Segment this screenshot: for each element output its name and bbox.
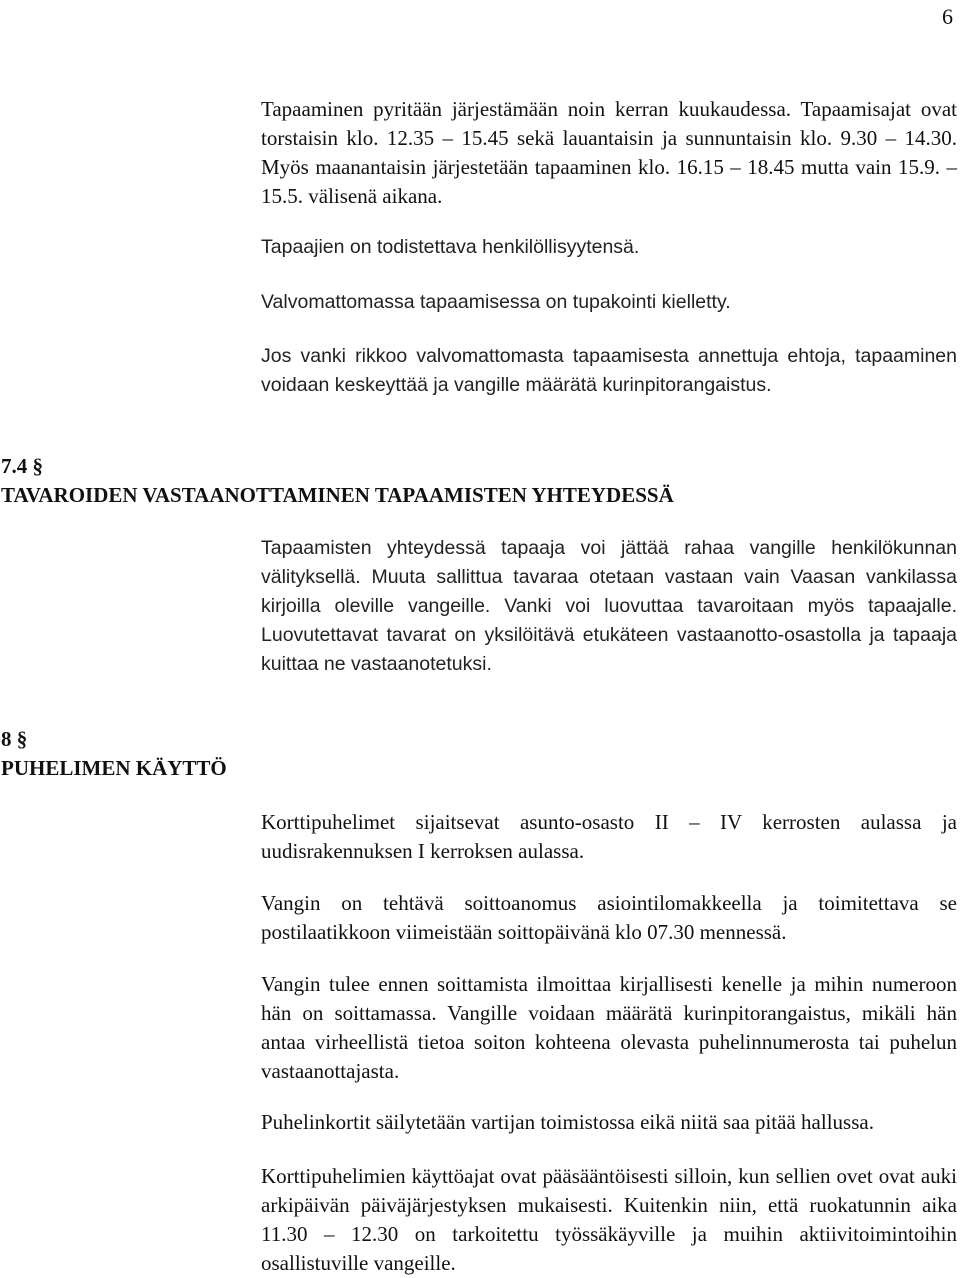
section-8-paragraph-phone-locations: Korttipuhelimet sijaitsevat asunto-osasto II – IV kerrosten aulassa ja uudisrakennuksen I kerroksen aulassa.	[261, 810, 957, 863]
section-7-4-paragraph: Tapaamisten yhteydessä tapaaja voi jättää rahaa vangille henkilökunnan välityksellä. Muuta sallittua tavaraa otetaan vastaan vain Vaasan vankilassa kirjoilla oleville vangeille. Vanki voi luovuttaa tavaroitaan myös tapaajalle. Luovutettavat tavarat on yksilöitävä etukäteen vastaanotto-osastolla ja tapaaja kuittaa ne vastaanotetuksi.	[261, 537, 957, 675]
page-number: 6	[942, 4, 953, 29]
section-7-4-title: TAVAROIDEN VASTAANOTTAMINEN TAPAAMISTEN YHTEYDESSÄ	[1, 483, 674, 507]
section-8-title: PUHELIMEN KÄYTTÖ	[1, 756, 227, 780]
intro-paragraph-identity: Tapaajien on todistettava henkilöllisyytensä.	[261, 236, 640, 258]
intro-paragraph-meeting-times: Tapaaminen pyritään järjestämään noin kerran kuukaudessa. Tapaamisajat ovat torstaisin klo. 12.35 – 15.45 sekä lauantaisin ja sunnuntaisin klo. 9.30 – 14.30. Myös maanantaisin järjestetään tapaaminen klo. 16.15 – 18.45 mutta vain 15.9. – 15.5. välisenä aikana.	[261, 97, 957, 208]
section-8-paragraph-call-request: Vangin on tehtävä soittoanomus asiointilomakkeella ja toimitettava se postilaatikkoon viimeistään soittopäivänä klo 07.30 mennessä.	[261, 891, 957, 944]
section-8-heading	[1, 725, 227, 783]
intro-paragraph-violations: Jos vanki rikkoo valvomattomasta tapaamisesta annettuja ehtoja, tapaaminen voidaan keskeyttää ja vangille määrätä kurinpitorangaistus.	[261, 345, 957, 396]
section-8-number: 8 §	[1, 727, 28, 751]
section-7-4-heading	[1, 452, 674, 510]
section-8-paragraph-usage-times: Korttipuhelimien käyttöajat ovat pääsääntöisesti silloin, kun sellien ovet ovat auki arkipäivän päiväjärjestyksen mukaisesti. Kuitenkin niin, että ruokatunnin aika 11.30 – 12.30 on tarkoitettu työssäkäyville ja muihin aktiivitoimintoihin osallistuville vangeille.	[261, 1164, 957, 1275]
section-8-paragraph-phone-cards: Puhelinkortit säilytetään vartijan toimistossa eikä niitä saa pitää hallussa.	[261, 1110, 874, 1134]
intro-paragraph-smoking: Valvomattomassa tapaamisessa on tupakointi kielletty.	[261, 291, 731, 313]
section-8-paragraph-notify-callee: Vangin tulee ennen soittamista ilmoittaa kirjallisesti kenelle ja mihin numeroon hän on soittamassa. Vangille voidaan määrätä kurinpitorangaistus, mikäli hän antaa virheellistä tietoa soiton kohteena olevasta puhelinnumerosta tai puhelun vastaanottajasta.	[261, 972, 957, 1083]
section-7-4-number: 7.4 §	[1, 454, 43, 478]
